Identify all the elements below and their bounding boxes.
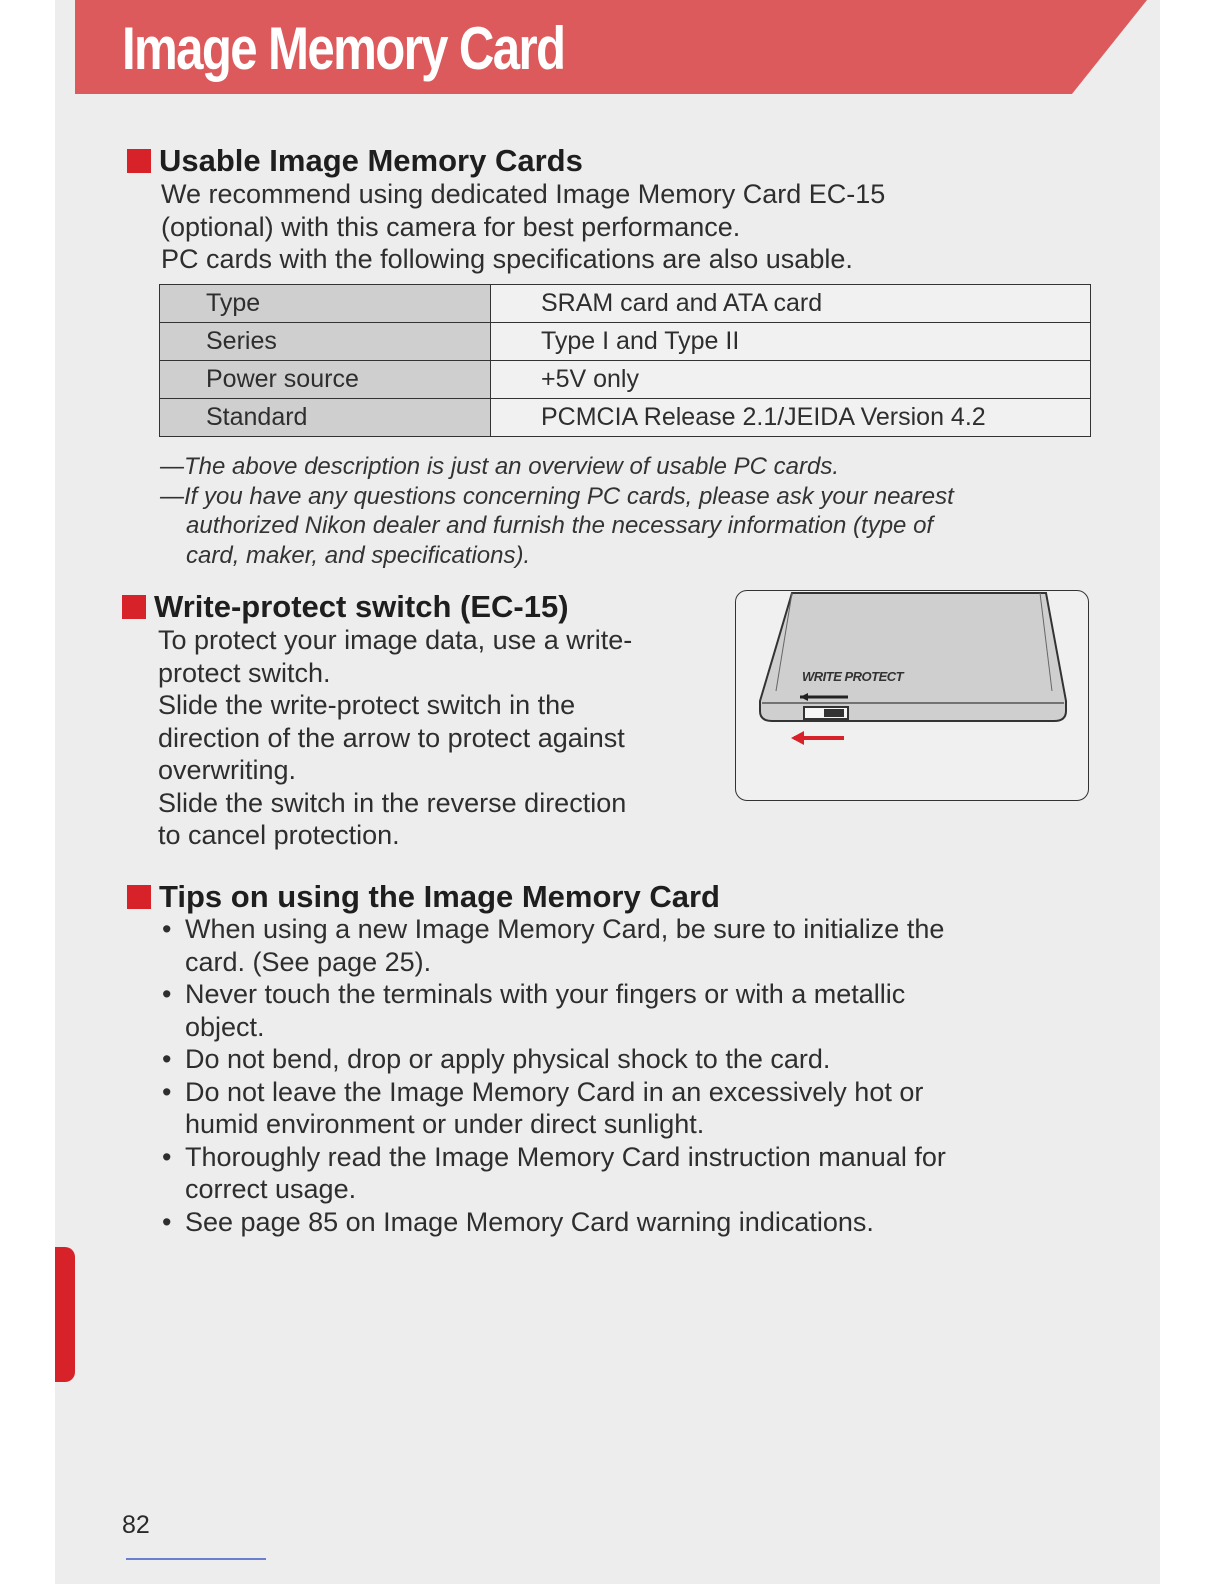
tip-line: Never touch the terminals with your fingers or with a metallic xyxy=(185,979,906,1009)
tips-heading xyxy=(127,879,720,915)
list-item xyxy=(160,1076,946,1141)
usable-cards-heading xyxy=(127,143,583,179)
tip-line: Do not leave the Image Memory Card in an excessively hot or xyxy=(185,1076,924,1107)
write-protect-line: to cancel protection. xyxy=(158,820,400,850)
spec-table xyxy=(159,284,1091,437)
side-thumb-tab xyxy=(55,1247,75,1382)
tip-line: humid environment or under direct sunlight. xyxy=(185,1109,705,1139)
tip-line: See page 85 on Image Memory Card warning indications. xyxy=(185,1206,874,1237)
spec-key: Series xyxy=(160,323,491,361)
usable-cards-intro xyxy=(161,178,885,276)
intro-line: (optional) with this camera for best performance. xyxy=(161,211,741,242)
tip-line: object. xyxy=(185,1011,265,1042)
tips-list xyxy=(160,913,946,1238)
write-protect-line: protect switch. xyxy=(158,657,331,688)
bullet-icon: • xyxy=(162,1076,172,1107)
tip-line: Thoroughly read the Image Memory Card instruction manual for xyxy=(185,1141,946,1172)
page-number: 82 xyxy=(122,1511,150,1539)
write-protect-heading-text: Write-protect switch (EC-15) xyxy=(154,589,569,624)
bullet-icon: • xyxy=(162,979,172,1009)
usable-cards-notes xyxy=(160,452,954,570)
tip-line: When using a new Image Memory Card, be sure to initialize the xyxy=(185,914,945,944)
write-protect-line: overwriting. xyxy=(158,755,297,785)
spec-key: Power source xyxy=(160,361,491,399)
write-protect-line: direction of the arrow to protect against xyxy=(158,722,625,753)
table-row xyxy=(160,285,1091,323)
heading-square-icon xyxy=(122,595,146,619)
write-protect-label: WRITE PROTECT xyxy=(802,669,904,684)
heading-square-icon xyxy=(127,149,151,173)
note-line: authorized Nikon dealer and furnish the necessary information (type of xyxy=(186,512,934,539)
bullet-icon: • xyxy=(162,914,172,944)
list-item xyxy=(160,1206,946,1239)
heading-square-icon xyxy=(127,885,151,909)
write-protect-heading xyxy=(122,589,569,625)
write-protect-line: Slide the write-protect switch in the xyxy=(158,690,576,720)
spec-key: Type xyxy=(160,285,491,323)
spec-key: Standard xyxy=(160,399,491,437)
spec-value: SRAM card and ATA card xyxy=(491,285,1091,323)
table-row xyxy=(160,361,1091,399)
table-row xyxy=(160,323,1091,361)
list-item xyxy=(160,1141,946,1206)
bullet-icon: • xyxy=(162,1044,172,1074)
list-item xyxy=(160,978,946,1043)
spec-value: +5V only xyxy=(491,361,1091,399)
intro-line: PC cards with the following specifications are also usable. xyxy=(161,244,853,274)
tip-line: correct usage. xyxy=(185,1174,357,1204)
tip-line: Do not bend, drop or apply physical shock to the card. xyxy=(185,1044,831,1074)
table-row xyxy=(160,399,1091,437)
page-title: Image Memory Card xyxy=(122,15,565,82)
spec-value: PCMCIA Release 2.1/JEIDA Version 4.2 xyxy=(491,399,1091,437)
bullet-icon: • xyxy=(162,1206,172,1237)
bullet-icon: • xyxy=(162,1141,172,1172)
tip-line: card. (See page 25). xyxy=(185,946,432,977)
note-line: card, maker, and specifications). xyxy=(186,541,531,569)
note-line: —The above description is just an overview of usable PC cards. xyxy=(160,453,839,480)
write-protect-text xyxy=(158,624,632,852)
spec-value: Type I and Type II xyxy=(491,323,1091,361)
write-protect-line: Slide the switch in the reverse direction xyxy=(158,787,627,818)
tips-heading-text: Tips on using the Image Memory Card xyxy=(159,879,720,914)
intro-line: We recommend using dedicated Image Memory Card EC-15 xyxy=(161,179,886,209)
footer-rule xyxy=(126,1558,266,1560)
memory-card-icon xyxy=(736,591,1088,800)
list-item xyxy=(160,913,946,978)
list-item xyxy=(160,1043,946,1076)
write-protect-illustration xyxy=(735,590,1089,801)
usable-cards-heading-text: Usable Image Memory Cards xyxy=(159,143,583,178)
write-protect-line: To protect your image data, use a write- xyxy=(158,625,633,655)
note-line: —If you have any questions concerning PC cards, please ask your nearest xyxy=(160,482,954,510)
